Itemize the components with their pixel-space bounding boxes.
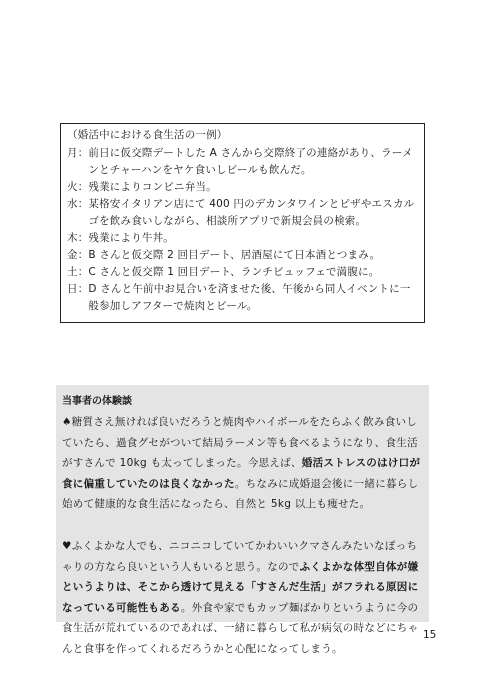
para2-emphasis: ふくよかな体型自体が嫌というよりは、そこから透けて見える「すさんだ生活」がフラれる原因になっている可能性もある (62, 560, 419, 614)
para2-text: ♥ふくよかな人でも、ニコニコしていてかわいいクマさんみたいなぽっちゃりの方なら良いという人もいると思う。なので (62, 539, 418, 573)
day-entry-thu (67, 230, 418, 247)
day-entry-sun (67, 281, 418, 315)
day-text: C さんと仮交際 1 回目デート、ランチビュッフェで満腹に。 (88, 266, 380, 278)
day-text: B さんと仮交際 2 回目デート、居酒屋にて日本酒とつまみ。 (88, 249, 381, 261)
meal-example-title: （婚活中における食生活の一例） (67, 129, 228, 141)
para1-text-end: 。ちなみに成婚退会後に一緒に暮らし始めて健康的な食生活になったら、自然と 5kg 以上も痩せた。 (62, 477, 419, 511)
day-entry-tue (67, 179, 418, 196)
day-label: 金： (67, 249, 89, 261)
day-entry-mon (67, 145, 418, 179)
day-entry-wed (67, 196, 418, 230)
testimony-paragraph-1 (62, 412, 423, 515)
day-text: D さんと午前中お見合いを済ませた後、午後から同人イベントに一般参加しアフターで焼肉とビール。 (88, 283, 411, 312)
day-text: 残業によりコンビニ弁当。 (88, 181, 217, 193)
day-label: 水： (67, 198, 89, 210)
day-entry-sat (67, 264, 418, 281)
para2-text-end: 。外食や家でもカップ麺ばかりというように今の食生活が荒れているのであれば、一緒に暮らして私が病気の時などにちゃんと食事を作ってくれるだろうかと心配になってしまう。 (62, 601, 419, 655)
day-label: 火： (67, 181, 89, 193)
para1-emphasis: 婚活ストレスのはけ口が食に偏重していたのは良くなかった (62, 457, 421, 490)
day-text: 前日に仮交際デートした A さんから交際終了の連絡があり、ラーメンとチャーハンをヤケ食いしビールも飲んだ。 (88, 147, 413, 176)
day-label: 日： (67, 283, 89, 295)
day-text: 某格安イタリアン店にて 400 円のデカンタワインとピザやエスカルゴを飲み食いしながら、相談所アプリで新規会員の検索。 (88, 198, 415, 227)
day-text: 残業により牛丼。 (88, 232, 175, 244)
testimony-panel (56, 385, 429, 655)
day-label: 木： (67, 232, 89, 244)
testimony-title: 当事者の体験談 (62, 396, 132, 407)
testimony-paragraph-2 (62, 536, 423, 660)
page-number: 15 (423, 629, 437, 641)
day-label: 土： (67, 266, 89, 278)
day-label: 月： (67, 147, 89, 159)
meal-example-box (60, 123, 425, 323)
day-entry-fri (67, 247, 418, 264)
para1-text: ♠糖質さえ無ければ良いだろうと焼肉やハイボールをたらふく飲み食いしていたら、過食グセがついて結局ラーメン等も食べるようになり、食生活がすさんで 10kg も太ってしまった。今思えば、 (62, 416, 418, 470)
